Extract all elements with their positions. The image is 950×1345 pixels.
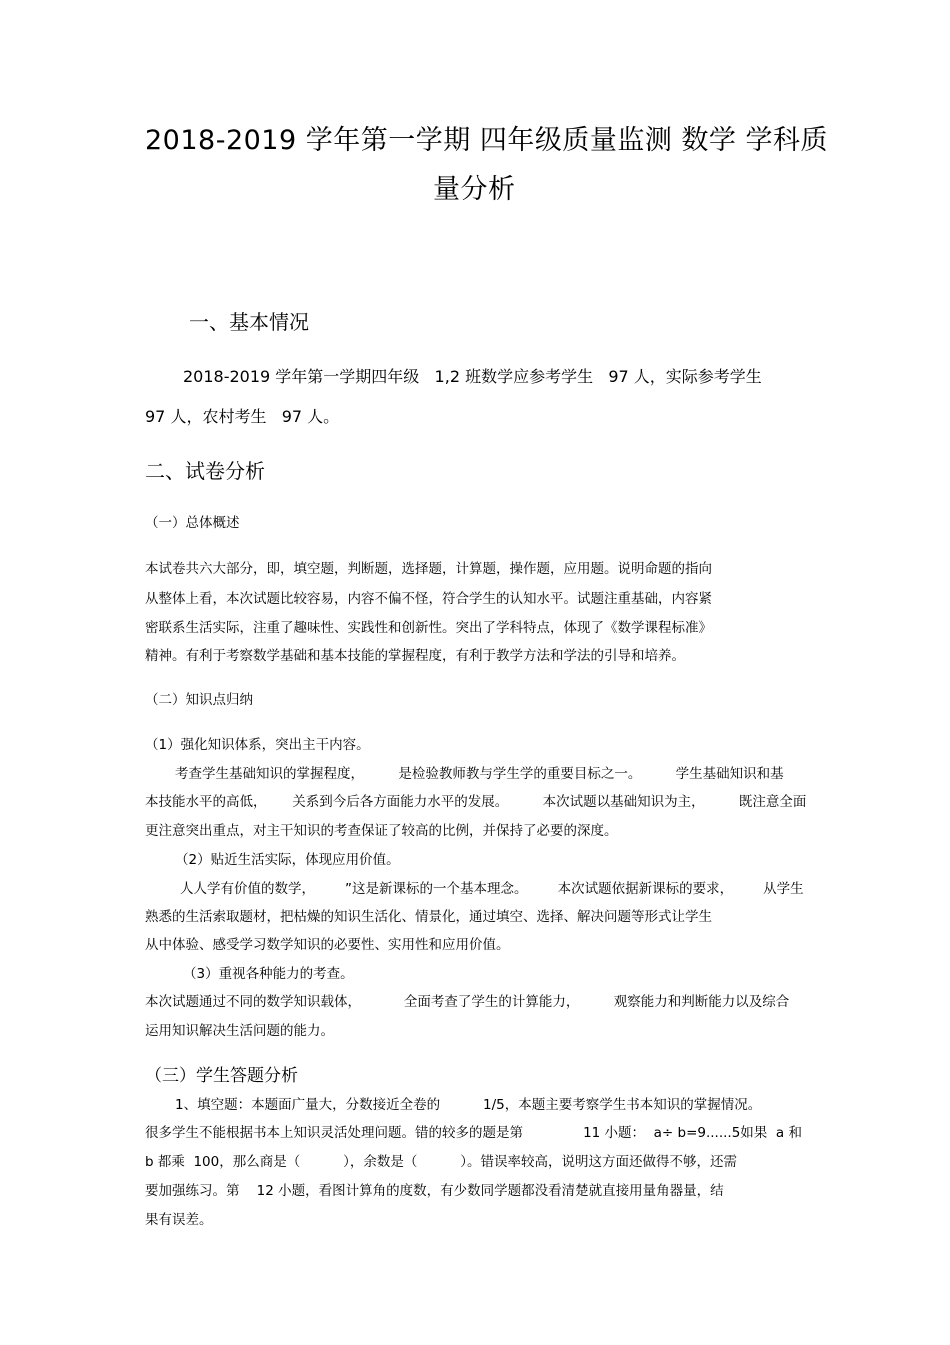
paragraph-line: b 都乘 100，那么商是（ ），余数是（ ）。错误率较高，说明这方面还做得不够，还需 [145,1154,738,1170]
subsection-heading-answer-analysis: （三）学生答题分析 [145,1066,298,1086]
section-heading-basic-info: 一、基本情况 [189,310,309,334]
paragraph-line: 考查学生基础知识的掌握程度， 是检验教师教与学生学的重要目标之一。 学生基础知识和基 [175,766,784,782]
point-heading-3: （3）重视各种能力的考查。 [183,966,354,982]
paragraph-line: 精神。有利于考察数学基础和基本技能的掌握程度，有利于教学方法和学法的引导和培养。 [145,648,685,664]
paragraph-line: 很多学生不能根据书本上知识灵活处理问题。错的较多的题是第 11 小题： a÷ b=9......5如果 a 和 [145,1125,802,1141]
subsection-heading-knowledge-points: （二）知识点归纳 [145,692,253,708]
document-title-line-2: 量分析 [433,174,516,205]
paragraph-line: 本次试题通过不同的数学知识载体， 全面考查了学生的计算能力， 观察能力和判断能力以及综合 [145,994,790,1010]
paragraph-line: 本试卷共六大部分，即，填空题，判断题，选择题，计算题，操作题，应用题。说明命题的指向 [145,561,712,577]
paragraph-line: 更注意突出重点，对主干知识的考查保证了较高的比例，并保持了必要的深度。 [145,823,618,839]
paragraph-line: 本技能水平的高低， 关系到今后各方面能力水平的发展。 本次试题以基础知识为主， 既注意全面 [145,794,807,810]
document-title-line-1: 2018-2019 学年第一学期 四年级质量监测 数学 学科质 [145,125,828,156]
paragraph-line: 2018-2019 学年第一学期四年级 1,2 班数学应参考学生 97 人，实际参考学生 [183,367,762,386]
paragraph-line: 要加强练习。第 12 小题，看图计算角的度数，有少数同学题都没看清楚就直接用量角器量，结 [145,1183,724,1199]
paragraph-line: 密联系生活实际，注重了趣味性、实践性和创新性。突出了学科特点，体现了《数学课程标准》 [145,620,712,636]
paragraph-line: 熟悉的生活索取题材，把枯燥的知识生活化、情景化，通过填空、选择、解决问题等形式让学生 [145,909,712,925]
paragraph-line: 1、填空题：本题面广量大，分数接近全卷的 1/5，本题主要考察学生书本知识的掌握情况。 [175,1097,762,1113]
paragraph-line: 人人学有价值的数学， ”这是新课标的一个基本理念。 本次试题依据新课标的要求， 从学生 [180,881,804,897]
point-heading-2: （2）贴近生活实际，体现应用价值。 [175,852,400,868]
paragraph-line: 运用知识解决生活问题的能力。 [145,1023,334,1039]
paragraph-line: 果有误差。 [145,1212,213,1228]
point-heading-1: （1）强化知识体系，突出主干内容。 [145,737,370,753]
section-heading-paper-analysis: 二、试卷分析 [145,459,265,483]
paragraph-line: 从中体验、感受学习数学知识的必要性、实用性和应用价值。 [145,937,510,953]
subsection-heading-overview: （一）总体概述 [145,515,240,531]
paragraph-line: 97 人，农村考生 97 人。 [145,407,340,426]
paragraph-line: 从整体上看，本次试题比较容易，内容不偏不怪，符合学生的认知水平。试题注重基础，内容紧 [145,591,712,607]
